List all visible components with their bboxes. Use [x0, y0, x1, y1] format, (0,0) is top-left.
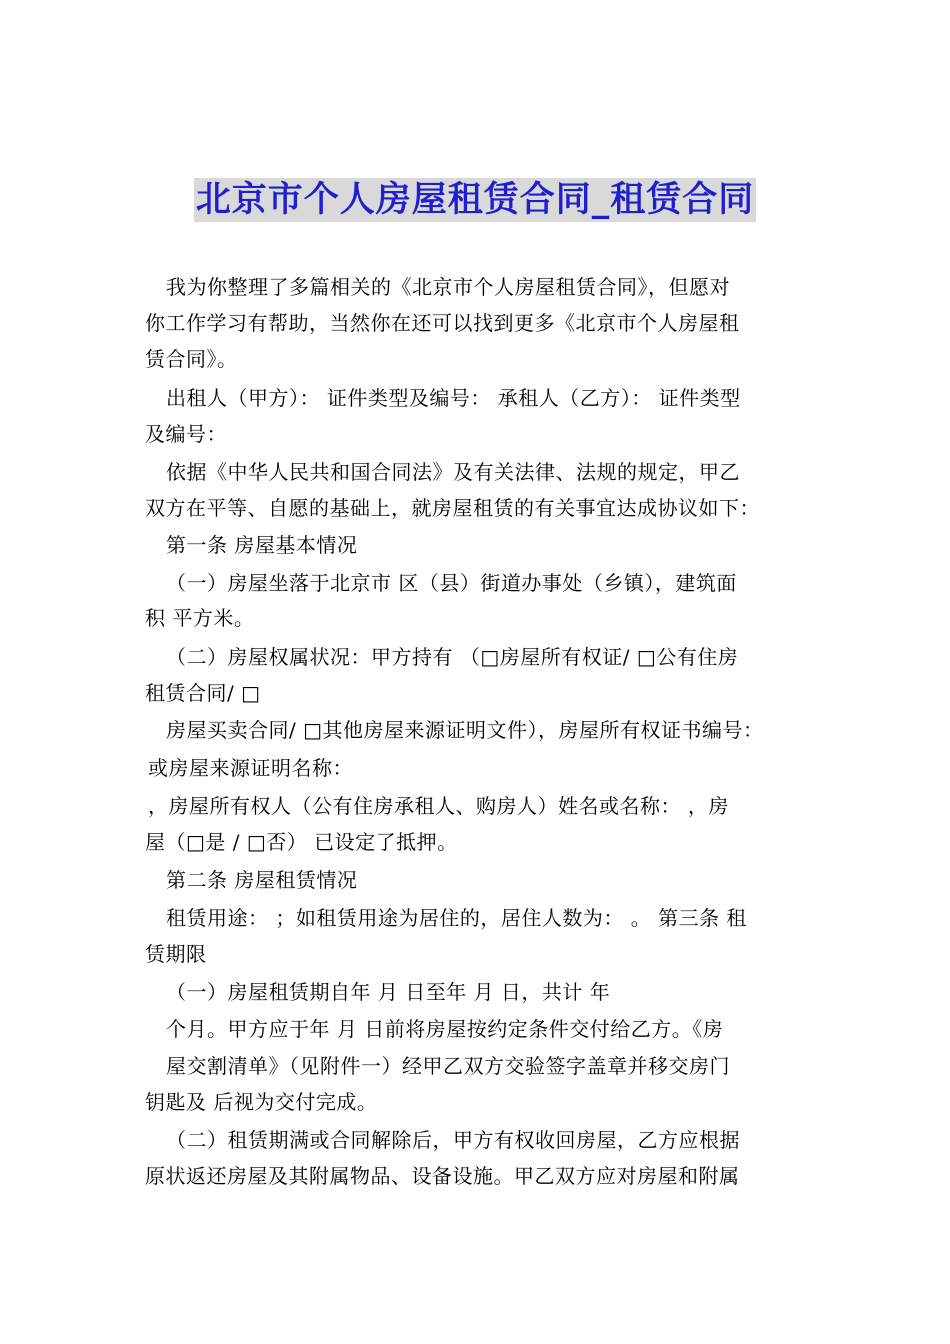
text-line: 你工作学习有帮助，当然你在还可以找到更多《北京市个人房屋租 [145, 311, 740, 335]
text-line: 我为你整理了多篇相关的《北京市个人房屋租赁合同》，但愿对 [166, 275, 730, 299]
text-line: （二）租赁期满或合同解除后，甲方有权收回房屋，乙方应根据 [166, 1128, 740, 1152]
text-line: 赁期限 [145, 942, 207, 966]
text-line: 出租人（甲方）： 证件类型及编号： 承租人（乙方）： 证件类型 [166, 386, 741, 410]
text-line: 及编号： [145, 422, 227, 446]
text-line: （二）房屋权属状况：甲方持有 （□房屋所有权证/ □公有住房 [166, 645, 739, 669]
text-line: 赁合同》。 [145, 347, 238, 371]
text-line: 钥匙及 后视为交付完成。 [145, 1090, 378, 1114]
text-line: 屋交割清单》（见附件一）经甲乙双方交验签字盖章并移交房门 [166, 1054, 730, 1078]
text-line: 依据《中华人民共和国合同法》及有关法律、法规的规定，甲乙 [166, 460, 740, 484]
text-line: 双方在平等、自愿的基础上，就房屋租赁的有关事宜达成协议如下： [145, 496, 760, 520]
text-line: 租赁合同/ □ [145, 681, 261, 705]
text-line: 屋（□是 / □否） 已设定了抵押。 [145, 830, 458, 854]
text-line: 或房屋来源证明名称： [148, 756, 353, 780]
section-heading: 第一条 房屋基本情况 [166, 533, 358, 557]
section-heading: 第二条 房屋租赁情况 [166, 868, 358, 892]
text-line: 个月。甲方应于年 月 日前将房屋按约定条件交付给乙方。《房 [166, 1017, 724, 1041]
text-line: （一）房屋租赁期自年 月 日至年 月 日，共计 年 [166, 980, 611, 1004]
title-container [0, 178, 950, 222]
text-line: 原状返还房屋及其附属物品、设备设施。甲乙双方应对房屋和附属 [145, 1164, 740, 1188]
text-line: （一）房屋坐落于北京市 区（县）街道办事处（乡镇），建筑面 [166, 571, 737, 595]
text-line: 房屋买卖合同/ □其他房屋来源证明文件），房屋所有权证书编号： [166, 718, 764, 742]
text-line: ，房屋所有权人（公有住房承租人、购房人）姓名或名称： ，房 [148, 794, 729, 818]
text-line: 租赁用途： ；如租赁用途为居住的，居住人数为： 。 第三条 租 [166, 906, 747, 930]
document-title: 北京市个人房屋租赁合同_租赁合同 [195, 180, 755, 220]
text-line: 积 平方米。 [145, 606, 255, 630]
